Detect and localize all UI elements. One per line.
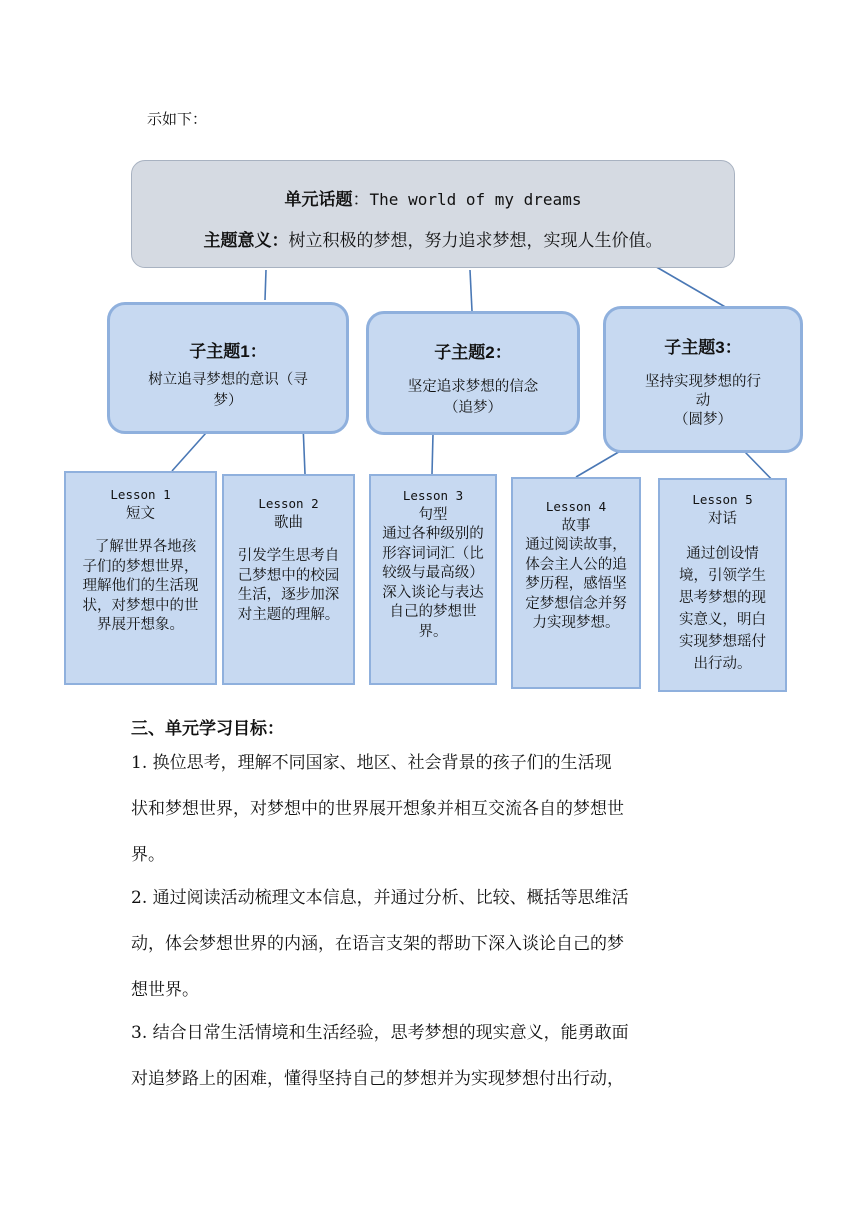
objective-2-line3: 想世界。 (131, 980, 199, 1000)
colon: ： (271, 231, 289, 251)
connector-topic-sub3 (653, 265, 727, 308)
lesson-3-type: 句型 (418, 506, 448, 523)
objective-1-line2: 状和梦想世界，对梦想中的世界展开想象并相互交流各自的梦想世 (131, 799, 624, 819)
lesson-3-name: Lesson 3 (402, 488, 464, 503)
subtheme-3-desc-line3: （圆梦） (674, 412, 732, 428)
theme-meaning-value: 树立积极的梦想，努力追求梦想，实现人生价值。 (288, 231, 663, 251)
objective-1-line1: 1. 换位思考，理解不同国家、地区、社会背景的孩子们的生活现 (131, 753, 612, 773)
connector-topic-sub2 (470, 270, 472, 311)
unit-topic-box (131, 160, 735, 268)
lesson-5-desc: 通过创设情境，引领学生思考梦想的现实意义，明白实现梦想瑶付出行动。 (679, 546, 766, 672)
lesson-3-desc: 通过各种级别的形容词词汇（比较级与最高级）深入谈论与表达自己的梦想世界。 (382, 526, 484, 640)
subtheme-1-box (107, 302, 349, 434)
subtheme-2-desc-line1: 坚定追求梦想的信念 (407, 379, 539, 395)
lesson-3-box (369, 474, 497, 685)
colon: ： (352, 190, 370, 210)
lesson-4-type: 故事 (561, 517, 591, 534)
unit-topic-value: The world of my dreams (369, 190, 582, 209)
subtheme-2-title: 子主题2： (434, 343, 512, 362)
subtheme-2-desc-line2: （追梦） (444, 400, 502, 416)
subtheme-1-desc-line1: 树立追寻梦想的意识（寻 (148, 372, 308, 388)
lesson-2-desc: 引发学生思考自己梦想中的校园生活，逐步加深对主题的理解。 (237, 548, 340, 623)
subtheme-3-box (603, 306, 803, 453)
subtheme-1-title: 子主题1： (189, 342, 267, 361)
intro-text: 示如下： (147, 110, 208, 128)
lesson-5-name: Lesson 5 (692, 492, 753, 507)
subtheme-2-box (366, 311, 580, 435)
lesson-1-box (64, 471, 217, 685)
lesson-4-desc: 通过阅读故事，体会主人公的追梦历程，感悟坚定梦想信念并努力实现梦想。 (525, 537, 627, 631)
connector-sub2-lesson3 (432, 434, 433, 474)
objective-2 (131, 875, 731, 1013)
connector-sub3-lesson4 (576, 450, 622, 477)
lesson-1-name: Lesson 1 (110, 487, 171, 502)
unit-topic-label: 单元话题 (284, 190, 353, 210)
section-heading: 三、单元学习目标： (131, 719, 284, 739)
lesson-4-box (511, 477, 641, 689)
lesson-5-type: 对话 (708, 510, 737, 527)
lesson-4-name: Lesson 4 (545, 499, 607, 514)
subtheme-3-desc-line1: 坚持实现梦想的行 (645, 374, 761, 390)
lesson-2-type: 歌曲 (274, 514, 303, 531)
subtheme-3-title: 子主题3： (664, 338, 742, 357)
objective-1 (131, 740, 731, 878)
lesson-1-type: 短文 (126, 505, 155, 522)
lesson-1-desc: 了解世界各地孩子们的梦想世界，理解他们的生活现状，对梦想中的世界展开想象。 (82, 539, 199, 633)
objective-3-line2: 对追梦路上的困难，懂得坚持自己的梦想并为实现梦想付出行动， (131, 1069, 624, 1089)
theme-meaning-line (132, 226, 734, 251)
unit-topic-line (132, 185, 734, 210)
objective-3 (131, 1010, 731, 1102)
connector-topic-sub1 (265, 270, 266, 300)
objective-1-line3: 界。 (131, 845, 165, 865)
objective-2-line2: 动，体会梦想世界的内涵，在语言支架的帮助下深入谈论自己的梦 (131, 934, 624, 954)
lesson-2-box (222, 474, 355, 685)
subtheme-3-desc-line2: 动 (695, 393, 711, 409)
subtheme-1-desc-line2: 梦） (213, 393, 243, 409)
lesson-5-box (658, 478, 787, 692)
theme-meaning-label: 主题意义 (203, 231, 272, 251)
lesson-2-name: Lesson 2 (258, 496, 319, 511)
objective-3-line1: 3. 结合日常生活情境和生活经验，思考梦想的现实意义，能勇敢面 (131, 1023, 629, 1043)
objective-2-line1: 2. 通过阅读活动梳理文本信息，并通过分析、比较、概括等思维活 (131, 888, 629, 908)
